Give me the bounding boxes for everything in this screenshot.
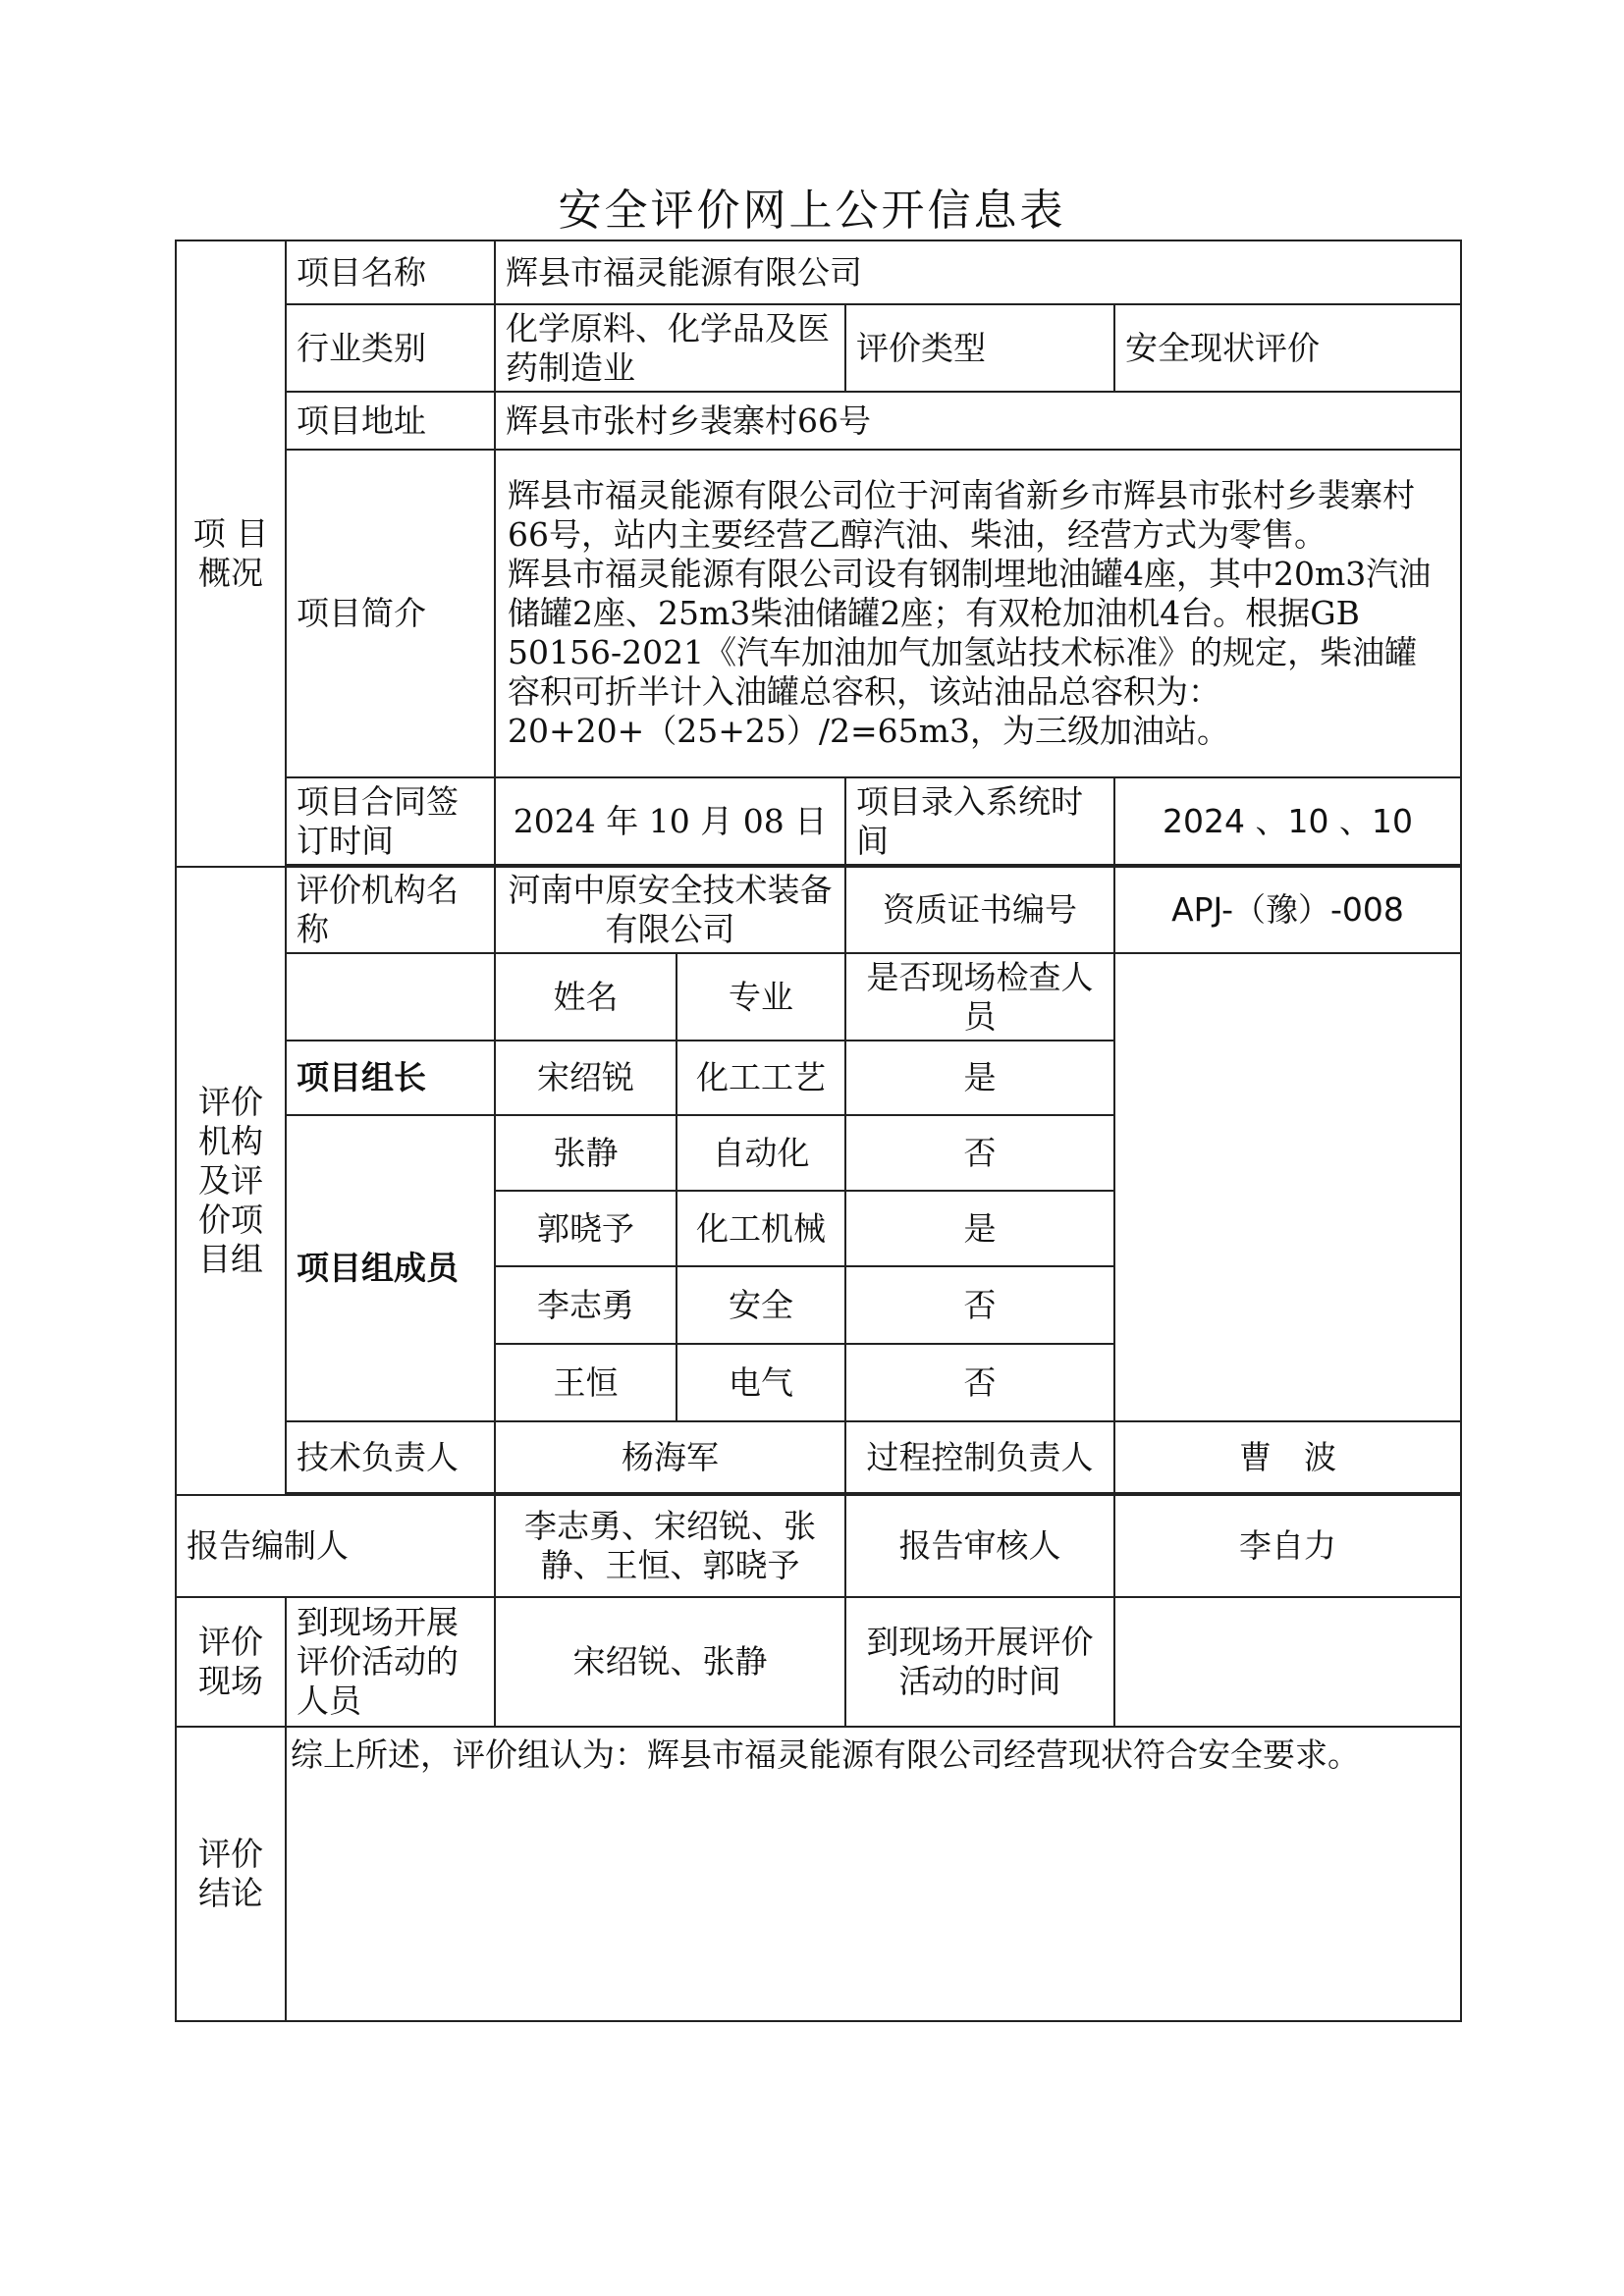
process-lead-value: 曹 波 (1114, 1421, 1461, 1493)
page-title: 安全评价网上公开信息表 (558, 186, 1066, 236)
member-name: 李志勇 (495, 1266, 677, 1344)
blank-side-cell (1114, 953, 1461, 1421)
member-major: 安全 (677, 1266, 845, 1344)
members-label: 项目组成员 (286, 1115, 495, 1421)
intro-label: 项目简介 (286, 450, 495, 777)
tech-lead-label: 技术负责人 (286, 1421, 495, 1493)
site-time-value (1114, 1597, 1461, 1727)
member-onsite: 否 (845, 1115, 1114, 1191)
leader-onsite: 是 (845, 1041, 1114, 1115)
member-onsite: 是 (845, 1191, 1114, 1266)
cert-value: APJ-（豫）-008 (1114, 867, 1461, 953)
member-name: 王恒 (495, 1344, 677, 1421)
conclusion-text: 综上所述，评价组认为：辉县市福灵能源有限公司经营现状符合安全要求。 (286, 1727, 1461, 2021)
section-conclusion-label: 评价 结论 (176, 1727, 286, 2021)
reviewer-value: 李自力 (1114, 1495, 1461, 1597)
col-onsite-header: 是否现场检查人员 (845, 953, 1114, 1041)
eval-type-value: 安全现状评价 (1114, 304, 1461, 392)
member-onsite: 否 (845, 1266, 1114, 1344)
section-site-label: 评价 现场 (176, 1597, 286, 1727)
member-onsite: 否 (845, 1344, 1114, 1421)
org-name-label: 评价机构名称 (286, 867, 495, 953)
address-value: 辉县市张村乡裴寨村66号 (495, 392, 1461, 450)
member-major: 化工机械 (677, 1191, 845, 1266)
reviewer-label: 报告审核人 (845, 1495, 1114, 1597)
process-lead-label: 过程控制负责人 (845, 1421, 1114, 1493)
eval-type-label: 评价类型 (845, 304, 1114, 392)
author-value: 李志勇、宋绍锐、张静、王恒、郭晓予 (495, 1495, 845, 1597)
intro-text (495, 450, 1461, 777)
member-major: 自动化 (677, 1115, 845, 1191)
entry-time-label: 项目录入系统时间 (845, 777, 1114, 865)
section-overview-label: 项 目 概况 (176, 240, 286, 867)
header-empty-cell (286, 953, 495, 1041)
address-label: 项目地址 (286, 392, 495, 450)
member-major: 电气 (677, 1344, 845, 1421)
info-table (175, 240, 1462, 2022)
section-agency-label: 评价 机构 及评 价项 目组 (176, 867, 286, 1495)
contract-time-value: 2024 年 10 月 08 日 (495, 777, 845, 865)
contract-time-label: 项目合同签订时间 (286, 777, 495, 865)
project-name-label: 项目名称 (286, 240, 495, 304)
member-name: 张静 (495, 1115, 677, 1191)
col-name-header: 姓名 (495, 953, 677, 1041)
site-people-value: 宋绍锐、张静 (495, 1597, 845, 1727)
intro-paragraph-2: 辉县市福灵能源有限公司设有钢制埋地油罐4座，其中20m3汽油储罐2座、25m3柴油储罐2座；有双枪加油机4台。根据GB 50156-2021《汽车加油加气加氢站技术标准》的规定，柴油罐容积可折半计入油罐总容积，该站油品总容积为：20+20+（25+25）/2=65m3，为三级加油站。 (508, 555, 1432, 750)
member-name: 郭晓予 (495, 1191, 677, 1266)
org-name-value: 河南中原安全技术装备有限公司 (495, 867, 845, 953)
site-time-label: 到现场开展评价活动的时间 (845, 1597, 1114, 1727)
leader-label: 项目组长 (286, 1041, 495, 1115)
col-major-header: 专业 (677, 953, 845, 1041)
intro-paragraph-1: 辉县市福灵能源有限公司位于河南省新乡市辉县市张村乡裴寨村66号，站内主要经营乙醇汽油、柴油，经营方式为零售。 (508, 476, 1415, 554)
leader-major: 化工工艺 (677, 1041, 845, 1115)
project-name-value: 辉县市福灵能源有限公司 (495, 240, 1461, 304)
site-people-label: 到现场开展评价活动的人员 (286, 1597, 495, 1727)
industry-value: 化学原料、化学品及医药制造业 (495, 304, 845, 392)
author-label: 报告编制人 (176, 1495, 495, 1597)
tech-lead-value: 杨海军 (495, 1421, 845, 1493)
leader-name: 宋绍锐 (495, 1041, 677, 1115)
cert-label: 资质证书编号 (845, 867, 1114, 953)
entry-time-value: 2024 、10 、10 (1114, 777, 1461, 865)
industry-label: 行业类别 (286, 304, 495, 392)
